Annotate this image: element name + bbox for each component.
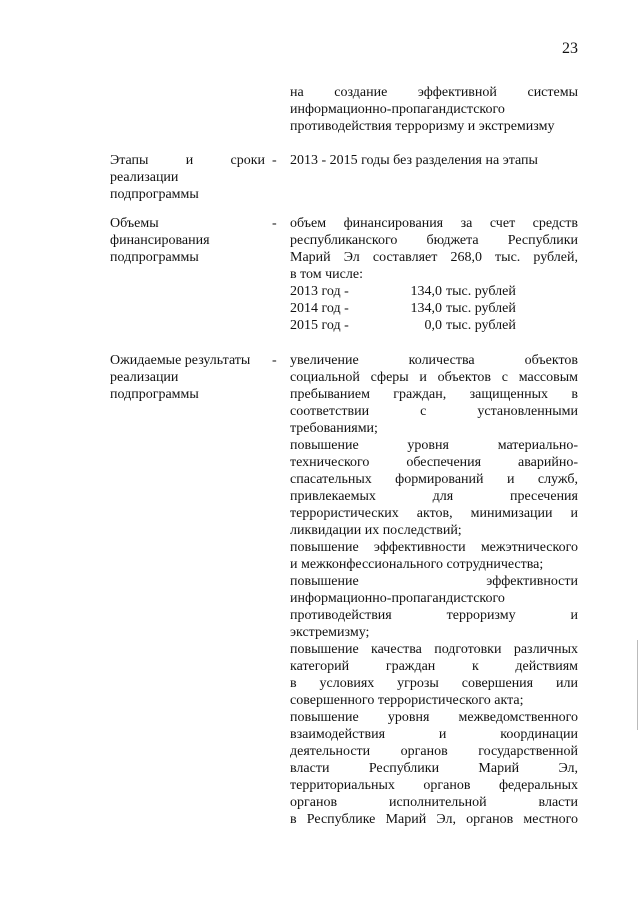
row-value-line: органов исполнительной власти (290, 795, 578, 810)
continuation-line: на создание эффективной системы (290, 85, 578, 100)
row-value-line: деятельности органов государственной (290, 744, 578, 759)
financing-year-row (290, 300, 578, 317)
row-label (110, 152, 265, 203)
financing-year: 2013 год - (290, 284, 349, 299)
row-value-line: повышение уровня материально- (290, 438, 578, 453)
row-value-line: спасательных формирований и служб, (290, 472, 578, 487)
row-value-line: республиканского бюджета Республики (290, 233, 578, 248)
row-value-line: в условиях угрозы совершения или (290, 676, 578, 691)
row-label-line: Ожидаемые результаты (110, 353, 251, 368)
financing-year-row (290, 283, 578, 300)
row-value-line: социальной сферы и объектов с массовым (290, 370, 578, 385)
financing-unit: тыс. рублей (446, 284, 516, 299)
row-value-line: категорий граждан к действиям (290, 659, 578, 674)
row-value-line: 2013 - 2015 годы без разделения на этапы (290, 153, 538, 168)
row-value-line: территориальных органов федеральных (290, 778, 578, 793)
financing-unit: тыс. рублей (446, 318, 516, 333)
continuation-line: противодействия терроризму и экстремизму (290, 119, 555, 134)
row-value-line: пребыванием граждан, защищенных в (290, 387, 578, 402)
row-value-line: привлекаемых для пресечения (290, 489, 578, 504)
row-value-line: взаимодействия и координации (290, 727, 578, 742)
row-value-line: совершенного террористического акта; (290, 693, 524, 708)
row-value-line: ликвидации их последствий; (290, 523, 462, 538)
row-label-line: подпрограммы (110, 250, 199, 265)
row-value-line: Марий Эл составляет 268,0 тыс. рублей, (290, 250, 578, 265)
row-value-line: соответствии с установленными (290, 404, 578, 419)
row-label (110, 215, 265, 266)
row-dash: - (272, 153, 277, 168)
row-label-line: Этапы и сроки (110, 153, 265, 168)
row-value-line: и межконфессионального сотрудничества; (290, 557, 544, 572)
row-value-line: повышение эффективности (290, 574, 578, 589)
continuation-line: информационно-пропагандистского (290, 102, 505, 117)
page-number: 23 (562, 40, 578, 57)
row-value-line: требованиями; (290, 421, 378, 436)
scan-edge-line (637, 640, 638, 730)
row-value-line: террористических актов, минимизации и (290, 506, 578, 521)
financing-unit: тыс. рублей (446, 301, 516, 316)
financing-amount: 134,0 (410, 301, 442, 316)
continuation-text (290, 84, 578, 135)
row-value (290, 152, 578, 169)
row-value (290, 352, 578, 828)
row-value-line: экстремизму; (290, 625, 370, 640)
row-value-line: объем финансирования за счет средств (290, 216, 578, 231)
financing-amount: 0,0 (424, 318, 442, 333)
row-label-line: финансирования (110, 233, 210, 248)
row-label-line: реализации (110, 370, 179, 385)
row-dash: - (272, 353, 277, 368)
row-value-line: в том числе: (290, 267, 363, 282)
row-label-line: Объемы (110, 216, 159, 231)
row-value-line: противодействия терроризму и (290, 608, 578, 623)
row-label-line: подпрограммы (110, 187, 199, 202)
financing-year: 2015 год - (290, 318, 349, 333)
row-value-line: технического обеспечения аварийно- (290, 455, 578, 470)
financing-year: 2014 год - (290, 301, 349, 316)
row-value-line: в Республике Марий Эл, органов местного (290, 812, 578, 827)
financing-year-row (290, 317, 578, 334)
row-value-line: информационно-пропагандистского (290, 591, 505, 606)
row-value-line: власти Республики Марий Эл, (290, 761, 578, 776)
row-label-line: подпрограммы (110, 387, 199, 402)
row-value (290, 215, 578, 334)
row-value-line: повышение качества подготовки различных (290, 642, 578, 657)
row-value-line: увеличение количества объектов (290, 353, 578, 368)
row-label-line: реализации (110, 170, 179, 185)
row-label (110, 352, 265, 403)
financing-amount: 134,0 (410, 284, 442, 299)
row-value-line: повышение уровня межведомственного (290, 710, 578, 725)
row-dash: - (272, 216, 277, 231)
row-value-line: повышение эффективности межэтнического (290, 540, 578, 555)
